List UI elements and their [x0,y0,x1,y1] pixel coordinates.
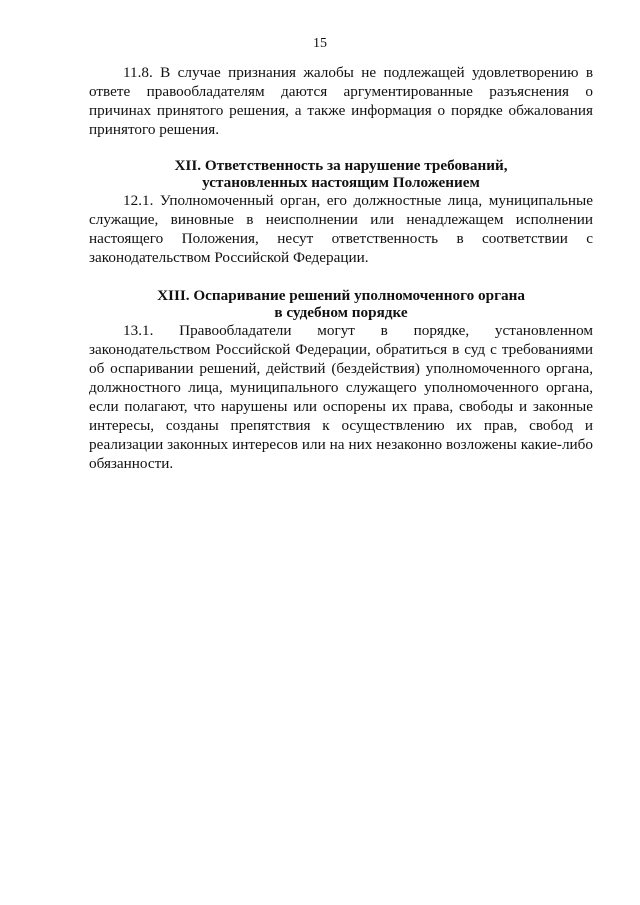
paragraph-13-1: 13.1. Правообладатели могут в порядке, установленном законодательством Российской Федерации, обратиться в суд с требованиями об оспаривании решений, действий (бездействия) уполномоченного органа, должностного лица, муниципального служащего уполномоченного органа, если полагают, что нарушены или оспорены их права, свободы и законные интересы, созданы препятствия к осуществлению их прав, свобод и реализации законных интересов или на них незаконно возложены какие-либо обязанности. [89,322,593,472]
section-heading-xii [89,157,593,191]
document-body [89,63,593,473]
page-number: 15 [313,36,327,51]
section-heading-xii-line1: XII. Ответственность за нарушение требований, [174,157,508,174]
section-heading-xiii-line1: XIII. Оспаривание решений уполномоченного органа [157,287,525,304]
section-heading-xii-line2: установленных настоящим Положением [202,174,480,191]
section-heading-xiii [89,287,593,321]
section-heading-xiii-line2: в судебном порядке [274,304,408,321]
paragraph-12-1: 12.1. Уполномоченный орган, его должностные лица, муниципальные служащие, виновные в неисполнении или ненадлежащем исполнении настоящего Положения, несут ответственность в соответствии с законодательством Российской Федерации. [89,192,593,266]
paragraph-11-8: 11.8. В случае признания жалобы не подлежащей удовлетворению в ответе правообладателям даются аргументированные разъяснения о причинах принятого решения, а также информация о порядке обжалования принятого решения. [89,64,593,138]
